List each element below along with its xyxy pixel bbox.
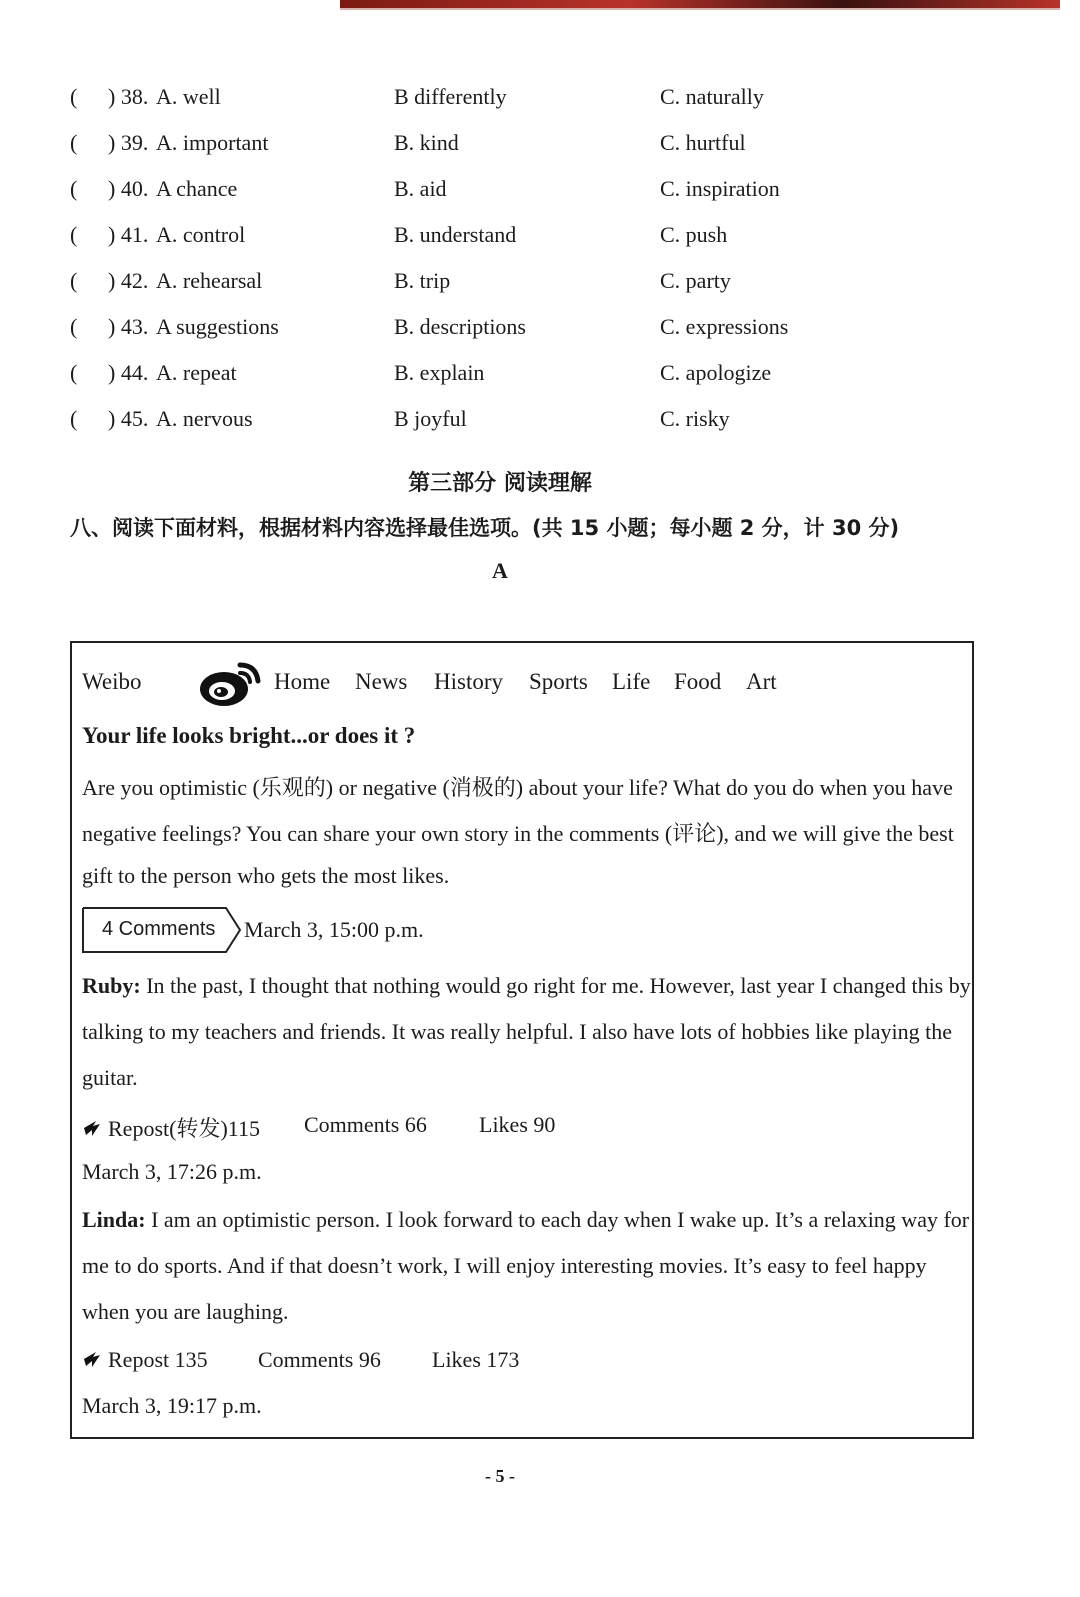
- comments-count[interactable]: Comments 66: [304, 1112, 427, 1137]
- question-number: ) 45.: [108, 406, 149, 431]
- question-number: ) 40.: [108, 176, 149, 201]
- passage-label: A: [492, 558, 508, 583]
- answer-paren: (: [70, 360, 78, 385]
- option-b: B. explain: [394, 360, 485, 385]
- question-row: [0, 402, 1080, 436]
- repost-count: Repost 135: [108, 1347, 208, 1372]
- comment-text: I am an optimistic person. I look forward to each day when I wake up. It’s a relaxing way for: [145, 1207, 970, 1232]
- nav-art[interactable]: Art: [746, 669, 777, 694]
- question-row: [0, 126, 1080, 160]
- comment-line: guitar.: [82, 1065, 138, 1090]
- option-a: A suggestions: [156, 314, 279, 339]
- nav-life[interactable]: Life: [612, 669, 651, 694]
- option-b: B. kind: [394, 130, 459, 155]
- option-a: A. rehearsal: [156, 268, 263, 293]
- option-b: B joyful: [394, 406, 467, 431]
- comment-line: talking to my teachers and friends. It was really helpful. I also have lots of hobbies like playing the: [82, 1019, 952, 1044]
- option-c: C. expressions: [660, 314, 789, 339]
- comment-date: March 3, 17:26 p.m.: [82, 1159, 262, 1184]
- repost-icon: [82, 1118, 102, 1138]
- top-edge-decoration: [340, 0, 1060, 8]
- likes-count[interactable]: Likes 173: [432, 1347, 520, 1372]
- option-b: B. descriptions: [394, 314, 526, 339]
- option-a: A. well: [156, 84, 221, 109]
- repost-link[interactable]: [82, 1112, 260, 1143]
- option-b: B. trip: [394, 268, 451, 293]
- nav-history[interactable]: History: [434, 669, 503, 694]
- comment-text: In the past, I thought that nothing would go right for me. However, last year I changed this by: [140, 973, 971, 998]
- post-body-line: negative feelings? You can share your own story in the comments (评论), and we will give the best: [82, 821, 954, 846]
- weibo-post-card: [70, 641, 974, 1439]
- comments-button[interactable]: [82, 907, 242, 953]
- post-title: Your life looks bright...or does it ?: [82, 723, 416, 748]
- comment-author: Linda:: [82, 1207, 146, 1232]
- option-b: B differently: [394, 84, 507, 109]
- option-c: C. inspiration: [660, 176, 780, 201]
- answer-paren: (: [70, 130, 78, 155]
- question-number: ) 39.: [108, 130, 149, 155]
- question-row: [0, 172, 1080, 206]
- option-c: C. party: [660, 268, 731, 293]
- nav-food[interactable]: Food: [674, 669, 722, 694]
- option-c: C. push: [660, 222, 728, 247]
- nav-news[interactable]: News: [355, 669, 408, 694]
- option-c: C. hurtful: [660, 130, 746, 155]
- question-number: ) 41.: [108, 222, 149, 247]
- option-a: A. control: [156, 222, 246, 247]
- comment-date: March 3, 19:17 p.m.: [82, 1393, 262, 1418]
- option-c: C. apologize: [660, 360, 772, 385]
- question-row: [0, 80, 1080, 114]
- comments-count[interactable]: Comments 96: [258, 1347, 381, 1372]
- section-instruction: 八、阅读下面材料，根据材料内容选择最佳选项。(共 15 小题；每小题 2 分，计 30 分): [70, 516, 900, 540]
- question-row: [0, 356, 1080, 390]
- top-edge-decoration-line: [340, 8, 1060, 10]
- comment-line: [82, 1207, 969, 1233]
- answer-paren: (: [70, 406, 78, 431]
- question-number: ) 43.: [108, 314, 149, 339]
- answer-paren: (: [70, 268, 78, 293]
- nav-home[interactable]: Home: [274, 669, 331, 694]
- answer-paren: (: [70, 176, 78, 201]
- question-row: [0, 264, 1080, 298]
- option-c: C. naturally: [660, 84, 764, 109]
- post-date: March 3, 15:00 p.m.: [244, 917, 424, 942]
- page-number: - 5 -: [485, 1466, 515, 1486]
- comment-line: me to do sports. And if that doesn’t work, I will enjoy interesting movies. It’s easy to feel happy: [82, 1253, 927, 1278]
- option-a: A. important: [156, 130, 269, 155]
- nav-sports[interactable]: Sports: [529, 669, 588, 694]
- comment-author: Ruby:: [82, 973, 141, 998]
- comment-stats: [82, 1347, 962, 1379]
- question-number: ) 38.: [108, 84, 149, 109]
- question-number: ) 42.: [108, 268, 149, 293]
- option-b: B. understand: [394, 222, 517, 247]
- option-a: A. nervous: [156, 406, 253, 431]
- weibo-logo-icon: [194, 657, 264, 711]
- likes-count[interactable]: Likes 90: [479, 1112, 556, 1137]
- comment-line: when you are laughing.: [82, 1299, 289, 1324]
- repost-icon: [82, 1349, 102, 1369]
- question-row: [0, 218, 1080, 252]
- question-row: [0, 310, 1080, 344]
- brand-name: Weibo: [82, 669, 142, 694]
- option-c: C. risky: [660, 406, 730, 431]
- repost-count: Repost(转发)115: [108, 1116, 260, 1141]
- option-b: B. aid: [394, 176, 447, 201]
- answer-paren: (: [70, 314, 78, 339]
- post-body-line: gift to the person who gets the most likes.: [82, 863, 450, 888]
- comment-line: [82, 973, 971, 999]
- part-title: 第三部分 阅读理解: [408, 471, 592, 496]
- comments-button-label: 4 Comments: [102, 918, 216, 940]
- repost-link[interactable]: [82, 1347, 208, 1373]
- answer-paren: (: [70, 222, 78, 247]
- comment-stats: [82, 1112, 962, 1144]
- post-body-line: Are you optimistic (乐观的) or negative (消极的) about your life? What do you do when you have: [82, 775, 953, 800]
- question-number: ) 44.: [108, 360, 149, 385]
- option-a: A. repeat: [156, 360, 237, 385]
- option-a: A chance: [156, 176, 238, 201]
- answer-paren: (: [70, 84, 78, 109]
- weibo-nav-bar: [82, 665, 962, 705]
